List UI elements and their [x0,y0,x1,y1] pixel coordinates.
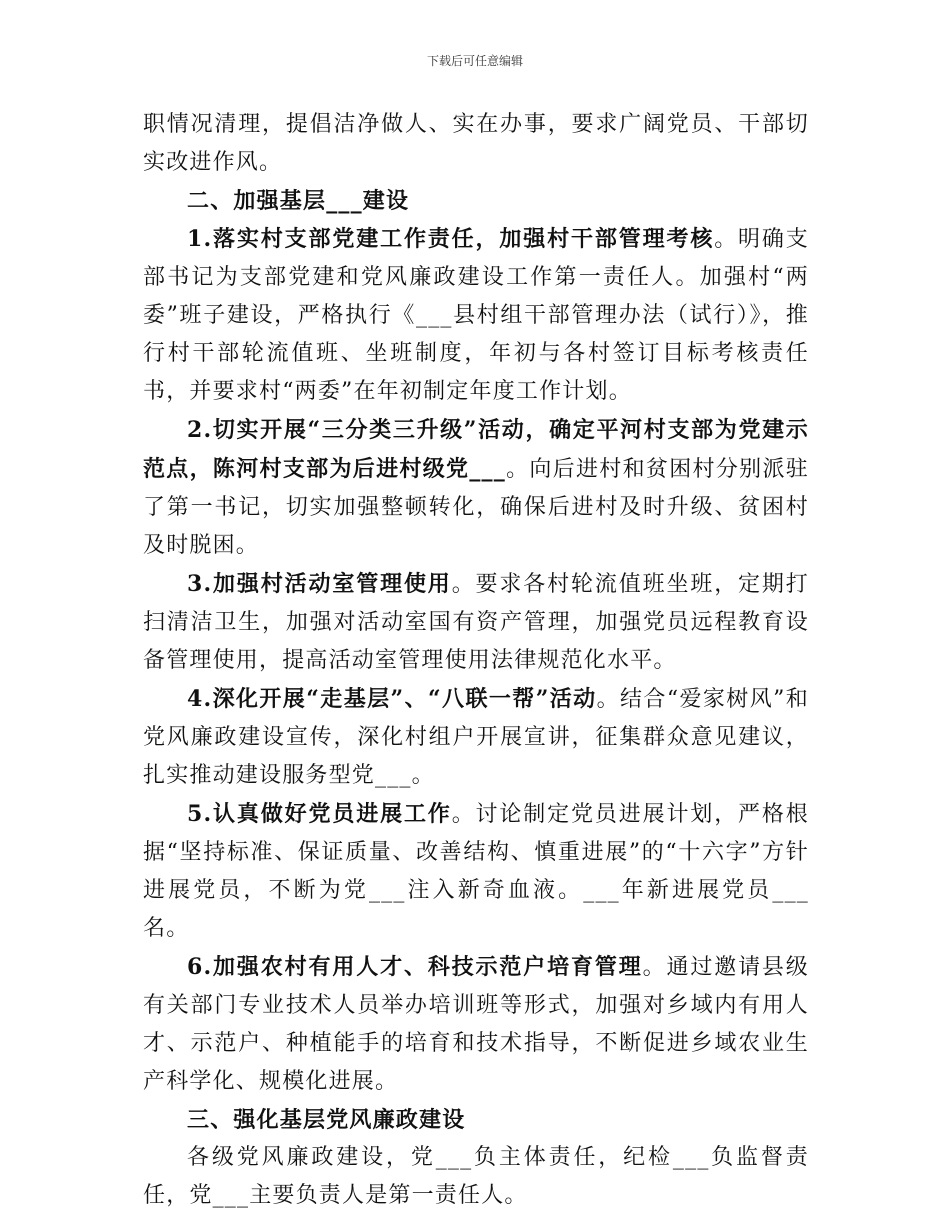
item-4 [143,680,809,795]
item-3 [143,565,809,680]
page-header: 下载后可任意编辑 [426,54,523,68]
item-lead: 1.落实村支部党建工作责任，加强村干部管理考核 [187,226,715,252]
item-lead: 5.认真做好党员进展工作 [187,801,452,827]
item-lead: 6.加强农村有用人才、科技示范户培育管理 [187,954,643,980]
section-heading-2 [143,182,809,220]
item-text: 。通过邀请县级有关部门专业技术人员举办培训班等形式，加强对乡域内有用人才、示范户、种植能手的培育和技术指导，不断促进乡域农业生产科学化、规模化进展。 [143,955,810,1094]
item-text: 。讨论制定党员进展计划，严格根据“坚持标准、保证质量、改善结构、慎重进展”的“十六字”方针进展党员，不断为党___注入新奇血液。___年新进展党员___名。 [143,802,809,941]
item-2 [143,411,809,565]
document-body [143,106,809,1215]
item-text: 。要求各村轮流值班坐班，定期打扫清洁卫生，加强对活动室国有资产管理，加强党员远程教育设备管理使用，提高活动室管理使用法律规范化水平。 [143,572,809,673]
paragraph-continuation [143,106,809,182]
item-lead: 4.深化开展“走基层”、“八联一帮”活动 [187,686,597,712]
item-text: 。结合“爱家树风”和党风廉政建设宣传，深化村组户开展宣讲，征集群众意见建议，扎实推动建设服务型党___。 [143,687,809,788]
item-5 [143,795,809,948]
paragraph-text: 职情况清理，提倡洁净做人、实在办事，要求广阔党员、干部切实改进作风。 [143,112,809,175]
item-text: 。明确支部书记为支部党建和党风廉政建设工作第一责任人。加强村“两委”班子建设，严格执行《___县村组干部管理办法（试行）》，推行村干部轮流值班、坐班制度，年初与各村签订目标考核责任书，并要求村“两委”在年初制定年度工作计划。 [143,227,809,404]
item-text: 。向后进村和贫困村分别派驻了第一书记，切实加强整顿转化，确保后进村及时升级、贫困村及时脱困。 [143,457,809,558]
paragraph-final [143,1139,809,1215]
item-6 [143,948,809,1101]
paragraph-text: 各级党风廉政建设，党___负主体责任，纪检___负监督责任，党___主要负责人是第一责任人。 [143,1145,809,1208]
item-lead: 2.切实开展“三分类三升级”活动，确定平河村支部为党建示范点，陈河村支部为后进村级党___ [143,417,809,482]
item-lead: 3.加强村活动室管理使用 [187,571,452,597]
heading-text: 三、强化基层党风廉政建设 [187,1107,466,1133]
heading-text: 二、加强基层___建设 [187,188,410,214]
section-heading-3 [143,1101,809,1139]
item-1 [143,220,809,411]
